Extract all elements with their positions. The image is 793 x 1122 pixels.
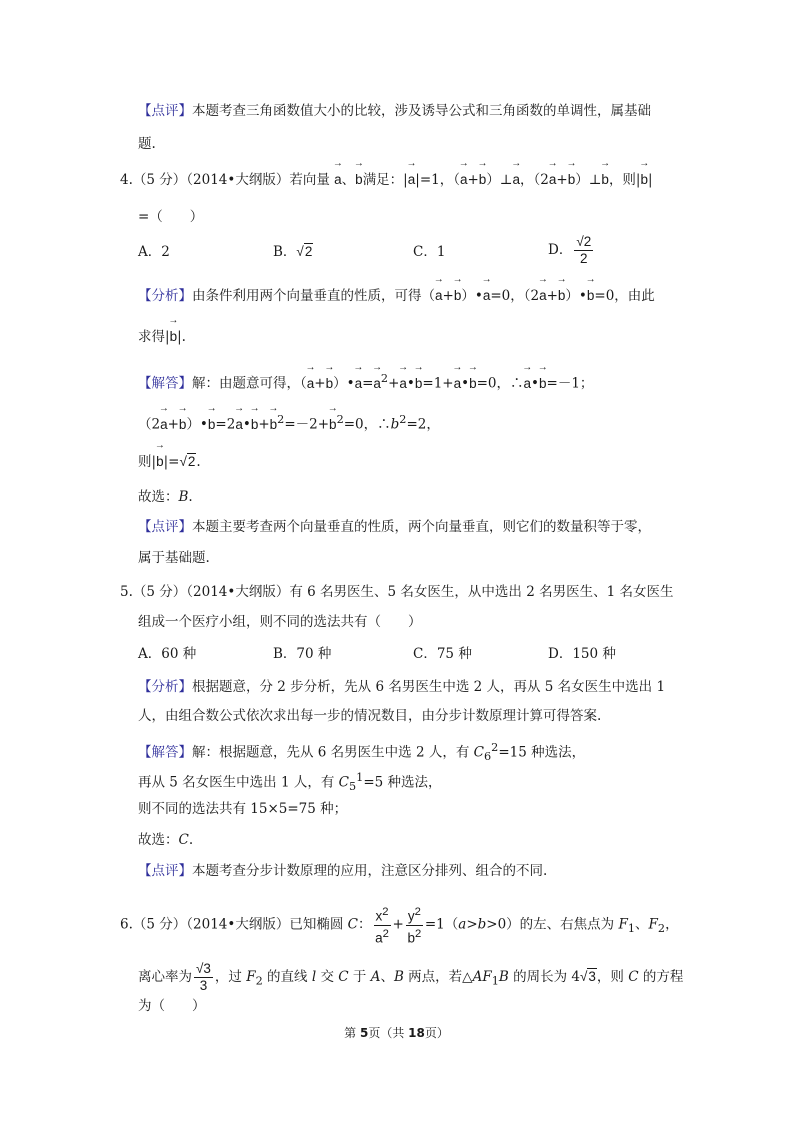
q4-stem-line1: 4.（5 分）（2014•大纲版）若向量 → a、→ b满足：|→ a|=1，（→ a+→ b）⊥→ a，（2→ a+→ b）⊥→ b，则|→ b| <box>120 170 653 190</box>
q4-analysis-line2: 求得|→ b|. <box>138 327 186 347</box>
q5-analysis-line1: 【分析】根据题意，分 2 步分析，先从 6 名男医生中选 2 人，再从 5 名女医生中选出 1 <box>138 679 666 695</box>
comment-tag: 【点评】 <box>138 863 192 879</box>
q4-option-a[interactable]: A．2 <box>138 244 170 260</box>
comment-tag: 【点评】 <box>138 519 192 535</box>
q4-solution-line1: 【解答】解：由题意可得，（→ a+→ b）•→ $a=\to a^2+\to$ a•→ b=1+→ a•→ b=0，∴→ a•→ b=－1； <box>138 369 593 394</box>
q5-stem-line1: 5.（5 分）（2014•大纲版）有 6 名男医生、5 名女医生，从中选出 2 名男医生、1 名女医生 <box>120 584 674 600</box>
solution-tag: 【解答】 <box>138 375 192 392</box>
q4-option-b[interactable]: B．√2 <box>273 244 313 260</box>
q4-solution-line3: 则|→ b|=√2. <box>138 452 201 472</box>
q6-stem-line1: 6.（5 分）（2014•大纲版）已知椭圆 C： $\frac{x^2}{a^2}$ + $\frac{y^2}{b^2}$ =1（a>b>0）的左、右焦点为 $F_1$、$F_2$， <box>120 906 679 945</box>
q4-comment-line1: 【点评】本题主要考查两个向量垂直的性质，两个向量垂直，则它们的数量积等于零， <box>138 519 651 535</box>
q6-stem-line2: 离心率为 $\frac{√3}{3}$ ，过 $F_2$ 的直线 l 交 C 于 A、B 两点，若$\triangle AF_1B$ 的周长为 4√3，则 C 的方程 <box>138 961 684 993</box>
comment-tag: 【点评】 <box>138 103 192 119</box>
q5-solution-line3: 则不同的选法共有 15×5=75 种； <box>138 801 348 817</box>
page-footer: 第 5页（共 18页） <box>344 1026 449 1040</box>
q5-solution-line1: 【解答】解：根据题意，先从 6 名男医生中选 2 人，有 $C_6^2=15$ 种选法， <box>138 741 586 764</box>
q5-comment-line1: 【点评】本题考查分步计数原理的应用，注意区分排列、组合的不同. <box>138 863 548 879</box>
q5-option-c[interactable]: C．75 种 <box>413 646 472 662</box>
q5-option-b[interactable]: B．70 种 <box>273 646 332 662</box>
q5-choice: 故选：C. <box>138 832 194 848</box>
q4-comment-line2: 属于基础题. <box>138 550 210 566</box>
solution-tag: 【解答】 <box>138 744 192 761</box>
prev-comment-line2: 题. <box>138 136 156 152</box>
analysis-tag: 【分析】 <box>138 679 192 695</box>
q4-analysis-line1: 【分析】由条件利用两个向量垂直的性质，可得（→ a+→ b）•→ a=0，（2→ a+→ b）•→ b=0，由此 <box>138 286 655 306</box>
analysis-tag: 【分析】 <box>138 288 192 304</box>
q5-option-d[interactable]: D．150 种 <box>548 646 616 662</box>
q5-stem-line2: 组成一个医疗小组，则不同的选法共有（ ） <box>138 614 422 630</box>
q5-option-a[interactable]: A．60 种 <box>138 646 197 662</box>
q4-option-c[interactable]: C．1 <box>413 244 446 260</box>
prev-comment-line1: 【点评】本题考查三角函数值大小的比较，涉及诱导公式和三角函数的单调性，属基础 <box>138 103 651 119</box>
q4-solution-line2: （2→ a+→ b）•→ b=2→ a•→ $b+\to b^2=-2+\to b^2=0$，$\therefore b^2=2$， <box>138 410 440 435</box>
total-pages: 18 <box>408 1026 425 1040</box>
page-number: 5 <box>359 1026 369 1040</box>
q4-stem-line2: =（ ） <box>138 209 204 225</box>
q4-choice: 故选：B. <box>138 489 193 505</box>
q6-stem-line3: 为（ ） <box>138 998 206 1014</box>
q5-analysis-line2: 人，由组合数公式依次求出每一步的情况数目，由分步计数原理计算可得答案. <box>138 708 602 724</box>
q4-option-d[interactable]: D． $\frac{√2}{2}$ <box>548 234 592 266</box>
q5-solution-line2: 再从 5 名女医生中选出 1 人，有 $C_5^1=5$ 种选法， <box>138 771 442 794</box>
